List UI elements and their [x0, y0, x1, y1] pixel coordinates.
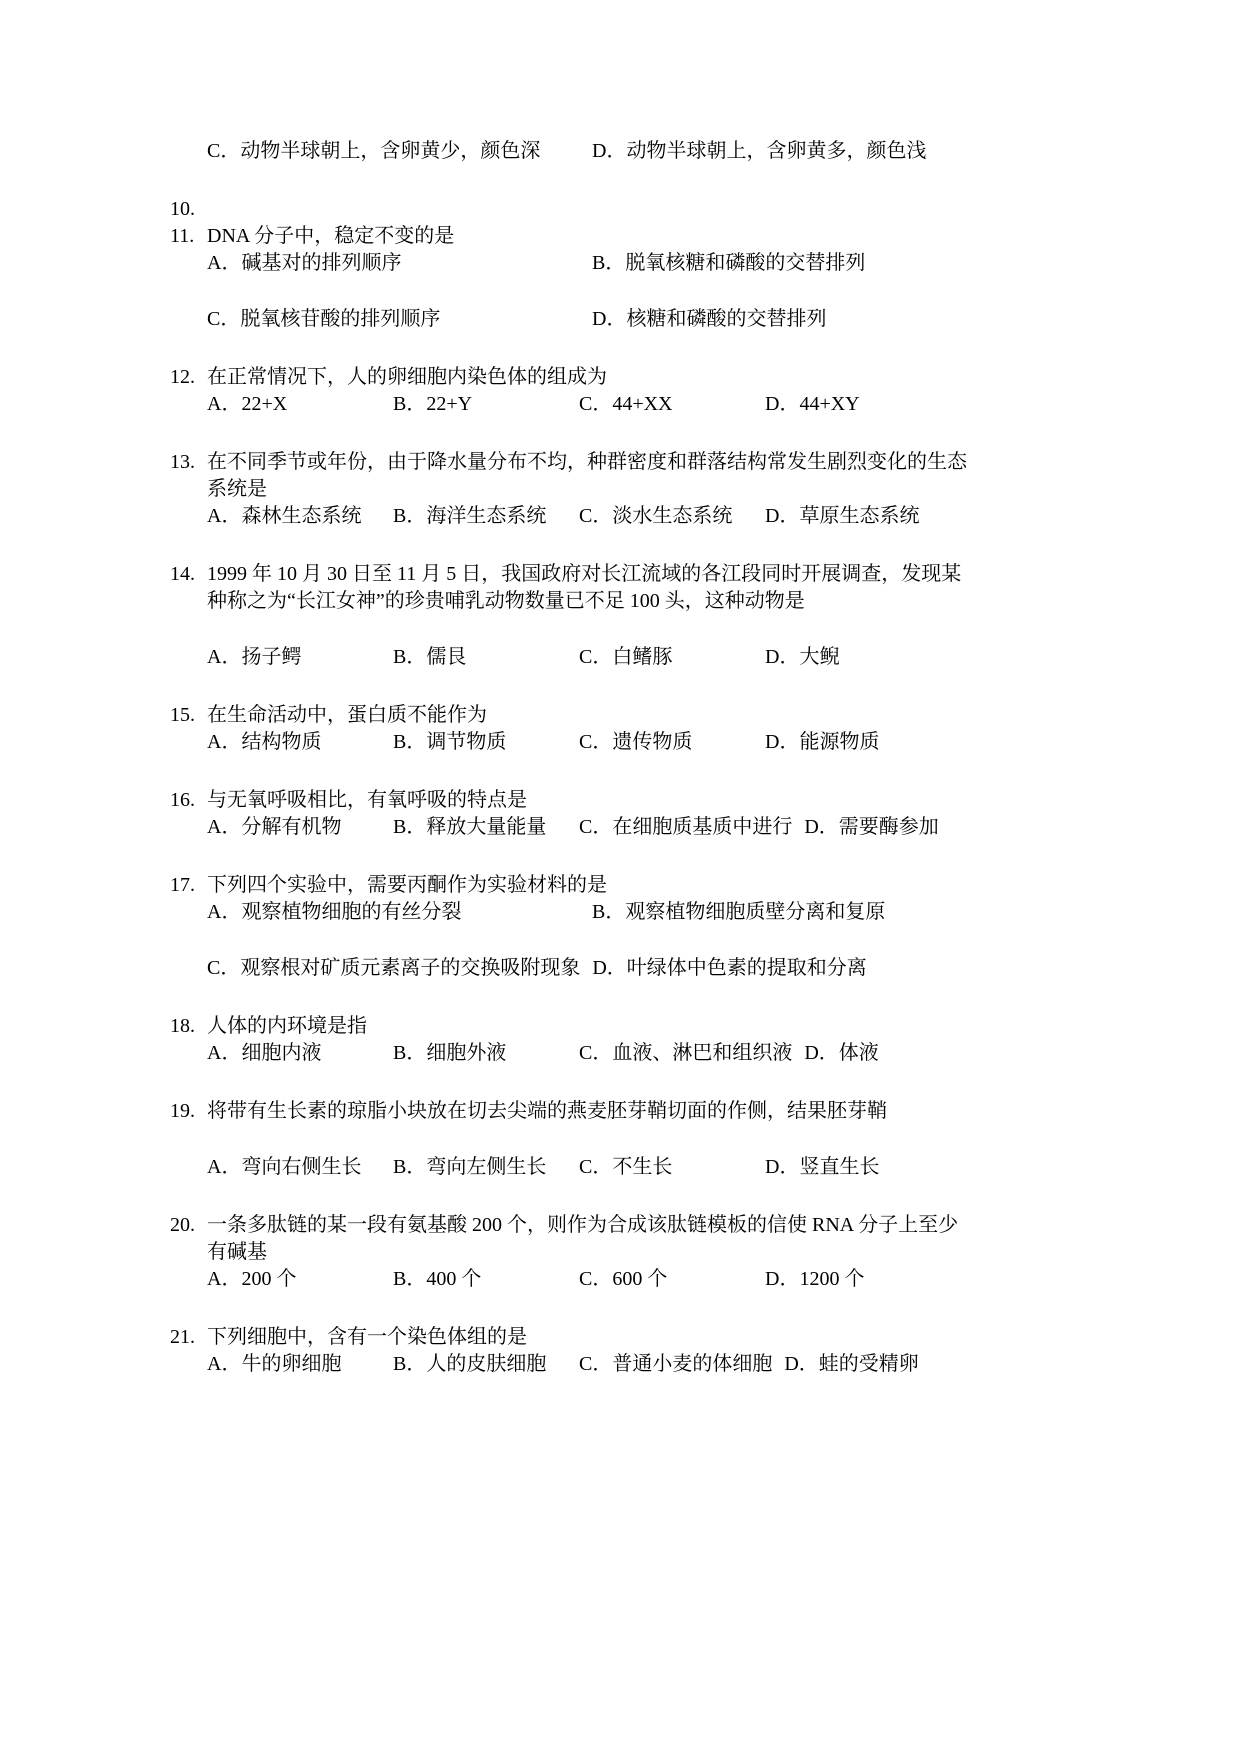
question-number: 19. — [170, 1100, 195, 1122]
option-C: C．淡水生态系统 — [579, 505, 733, 527]
option-A: A．结构物质 — [207, 731, 322, 753]
option-B: B．海洋生态系统 — [393, 505, 547, 527]
question-stem-line: 人体的内环境是指 — [207, 1015, 367, 1037]
question — [170, 1324, 1121, 1378]
question-number: 18. — [170, 1015, 195, 1037]
option-row — [207, 899, 1121, 926]
option-C: C．在细胞质基质中进行 — [579, 816, 793, 838]
question — [170, 449, 1121, 530]
question-stem-line: 在正常情况下，人的卵细胞内染色体的组成为 — [207, 366, 607, 388]
option-B: B．400 个 — [393, 1268, 482, 1290]
option-row — [207, 1154, 1121, 1181]
question-number: 12. — [170, 366, 195, 388]
option-B: B．人的皮肤细胞 — [393, 1353, 547, 1375]
option-D: D．草原生态系统 — [765, 505, 920, 527]
option-A: A．扬子鳄 — [207, 646, 302, 668]
option-B: B．释放大量能量 — [393, 816, 547, 838]
question-stem-line: 1999 年 10 月 30 日至 11 月 5 日，我国政府对长江流域的各江段同时开展调查，发现某 — [207, 563, 962, 585]
option-B: B．细胞外液 — [393, 1042, 507, 1064]
option-C: C．观察根对矿质元素离子的交换吸附现象 — [207, 957, 581, 979]
option-C: C．600 个 — [579, 1268, 668, 1290]
option-C: C．脱氧核苷酸的排列顺序 — [207, 308, 441, 330]
question-stem-line: 种称之为“长江女神”的珍贵哺乳动物数量已不足 100 头，这种动物是 — [207, 590, 805, 612]
option-row — [207, 1351, 1121, 1378]
question-stem-line: 有碱基 — [207, 1241, 267, 1263]
question-number: 20. — [170, 1214, 195, 1236]
question-number: 10. — [170, 198, 195, 220]
question-number: 15. — [170, 704, 195, 726]
option-D: D．叶绿体中色素的提取和分离 — [592, 957, 867, 979]
question-number: 11. — [170, 225, 195, 247]
option-row — [207, 1266, 1121, 1293]
option-D: D．1200 个 — [765, 1268, 865, 1290]
option-row — [207, 306, 1121, 333]
question-number: 21. — [170, 1326, 195, 1348]
option-D: D．蛙的受精卵 — [784, 1353, 919, 1375]
question — [170, 138, 1121, 165]
question-stem-line: 与无氧呼吸相比，有氧呼吸的特点是 — [207, 789, 527, 811]
option-B: B．调节物质 — [393, 731, 507, 753]
option-D: D．需要酶参加 — [804, 816, 939, 838]
option-A: A．弯向右侧生长 — [207, 1156, 362, 1178]
option-B: B．儒艮 — [393, 646, 467, 668]
question-stem-line: 下列细胞中，含有一个染色体组的是 — [207, 1326, 527, 1348]
question — [170, 1098, 1121, 1181]
option-C: C．44+XX — [579, 393, 673, 415]
option-C: C．普通小麦的体细胞 — [579, 1353, 773, 1375]
question — [170, 1212, 1121, 1293]
option-D: D．44+XY — [765, 393, 860, 415]
option-A: A．牛的卵细胞 — [207, 1353, 342, 1375]
option-B: B．脱氧核糖和磷酸的交替排列 — [592, 252, 866, 274]
question-stem-line: 在不同季节或年份，由于降水量分布不均，种群密度和群落结构常发生剧烈变化的生态 — [207, 451, 967, 473]
option-row — [207, 955, 1121, 982]
question — [170, 787, 1121, 841]
option-B: B．22+Y — [393, 393, 473, 415]
question-number: 16. — [170, 789, 195, 811]
option-D: D．能源物质 — [765, 731, 880, 753]
option-row — [207, 250, 1121, 277]
question-number: 14. — [170, 563, 195, 585]
option-row — [207, 391, 1121, 418]
question — [170, 872, 1121, 982]
option-row — [207, 503, 1121, 530]
option-C: C．血液、淋巴和组织液 — [579, 1042, 793, 1064]
question — [170, 223, 1121, 333]
question-stem-line: DNA 分子中，稳定不变的是 — [207, 225, 455, 247]
question — [170, 364, 1121, 418]
option-A: A．观察植物细胞的有丝分裂 — [207, 901, 462, 923]
option-row — [207, 644, 1121, 671]
option-C: C．遗传物质 — [579, 731, 693, 753]
question — [170, 561, 1121, 671]
question-number: 13. — [170, 451, 195, 473]
option-D: D．动物半球朝上，含卵黄多，颜色浅 — [592, 140, 927, 162]
question-stem-line: 在生命活动中，蛋白质不能作为 — [207, 704, 487, 726]
option-row — [207, 1040, 1121, 1067]
question-stem-line: 将带有生长素的琼脂小块放在切去尖端的燕麦胚芽鞘切面的作侧，结果胚芽鞘 — [207, 1100, 887, 1122]
question — [170, 196, 1121, 223]
option-A: A．森林生态系统 — [207, 505, 362, 527]
option-D: D．大鲵 — [765, 646, 840, 668]
option-D: D．核糖和磷酸的交替排列 — [592, 308, 827, 330]
question-list — [170, 138, 1121, 1378]
option-C: C．不生长 — [579, 1156, 673, 1178]
option-B: B．观察植物细胞质壁分离和复原 — [592, 901, 886, 923]
question-stem-line: 系统是 — [207, 478, 267, 500]
question — [170, 1013, 1121, 1067]
option-D: D．体液 — [804, 1042, 879, 1064]
option-C: C．白鳍豚 — [579, 646, 673, 668]
option-A: A．分解有机物 — [207, 816, 342, 838]
option-D: D．竖直生长 — [765, 1156, 880, 1178]
option-C: C．动物半球朝上，含卵黄少，颜色深 — [207, 140, 541, 162]
question-number: 17. — [170, 874, 195, 896]
option-A: A．细胞内液 — [207, 1042, 322, 1064]
option-B: B．弯向左侧生长 — [393, 1156, 547, 1178]
option-row — [207, 729, 1121, 756]
question — [170, 702, 1121, 756]
option-A: A．碱基对的排列顺序 — [207, 252, 402, 274]
option-row — [207, 138, 1121, 165]
question-stem-line: 下列四个实验中，需要丙酮作为实验材料的是 — [207, 874, 607, 896]
question-stem-line: 一条多肽链的某一段有氨基酸 200 个，则作为合成该肽链模板的信使 RNA 分子上至少 — [207, 1214, 959, 1236]
option-row — [207, 814, 1121, 841]
option-A: A．200 个 — [207, 1268, 297, 1290]
option-A: A．22+X — [207, 393, 288, 415]
